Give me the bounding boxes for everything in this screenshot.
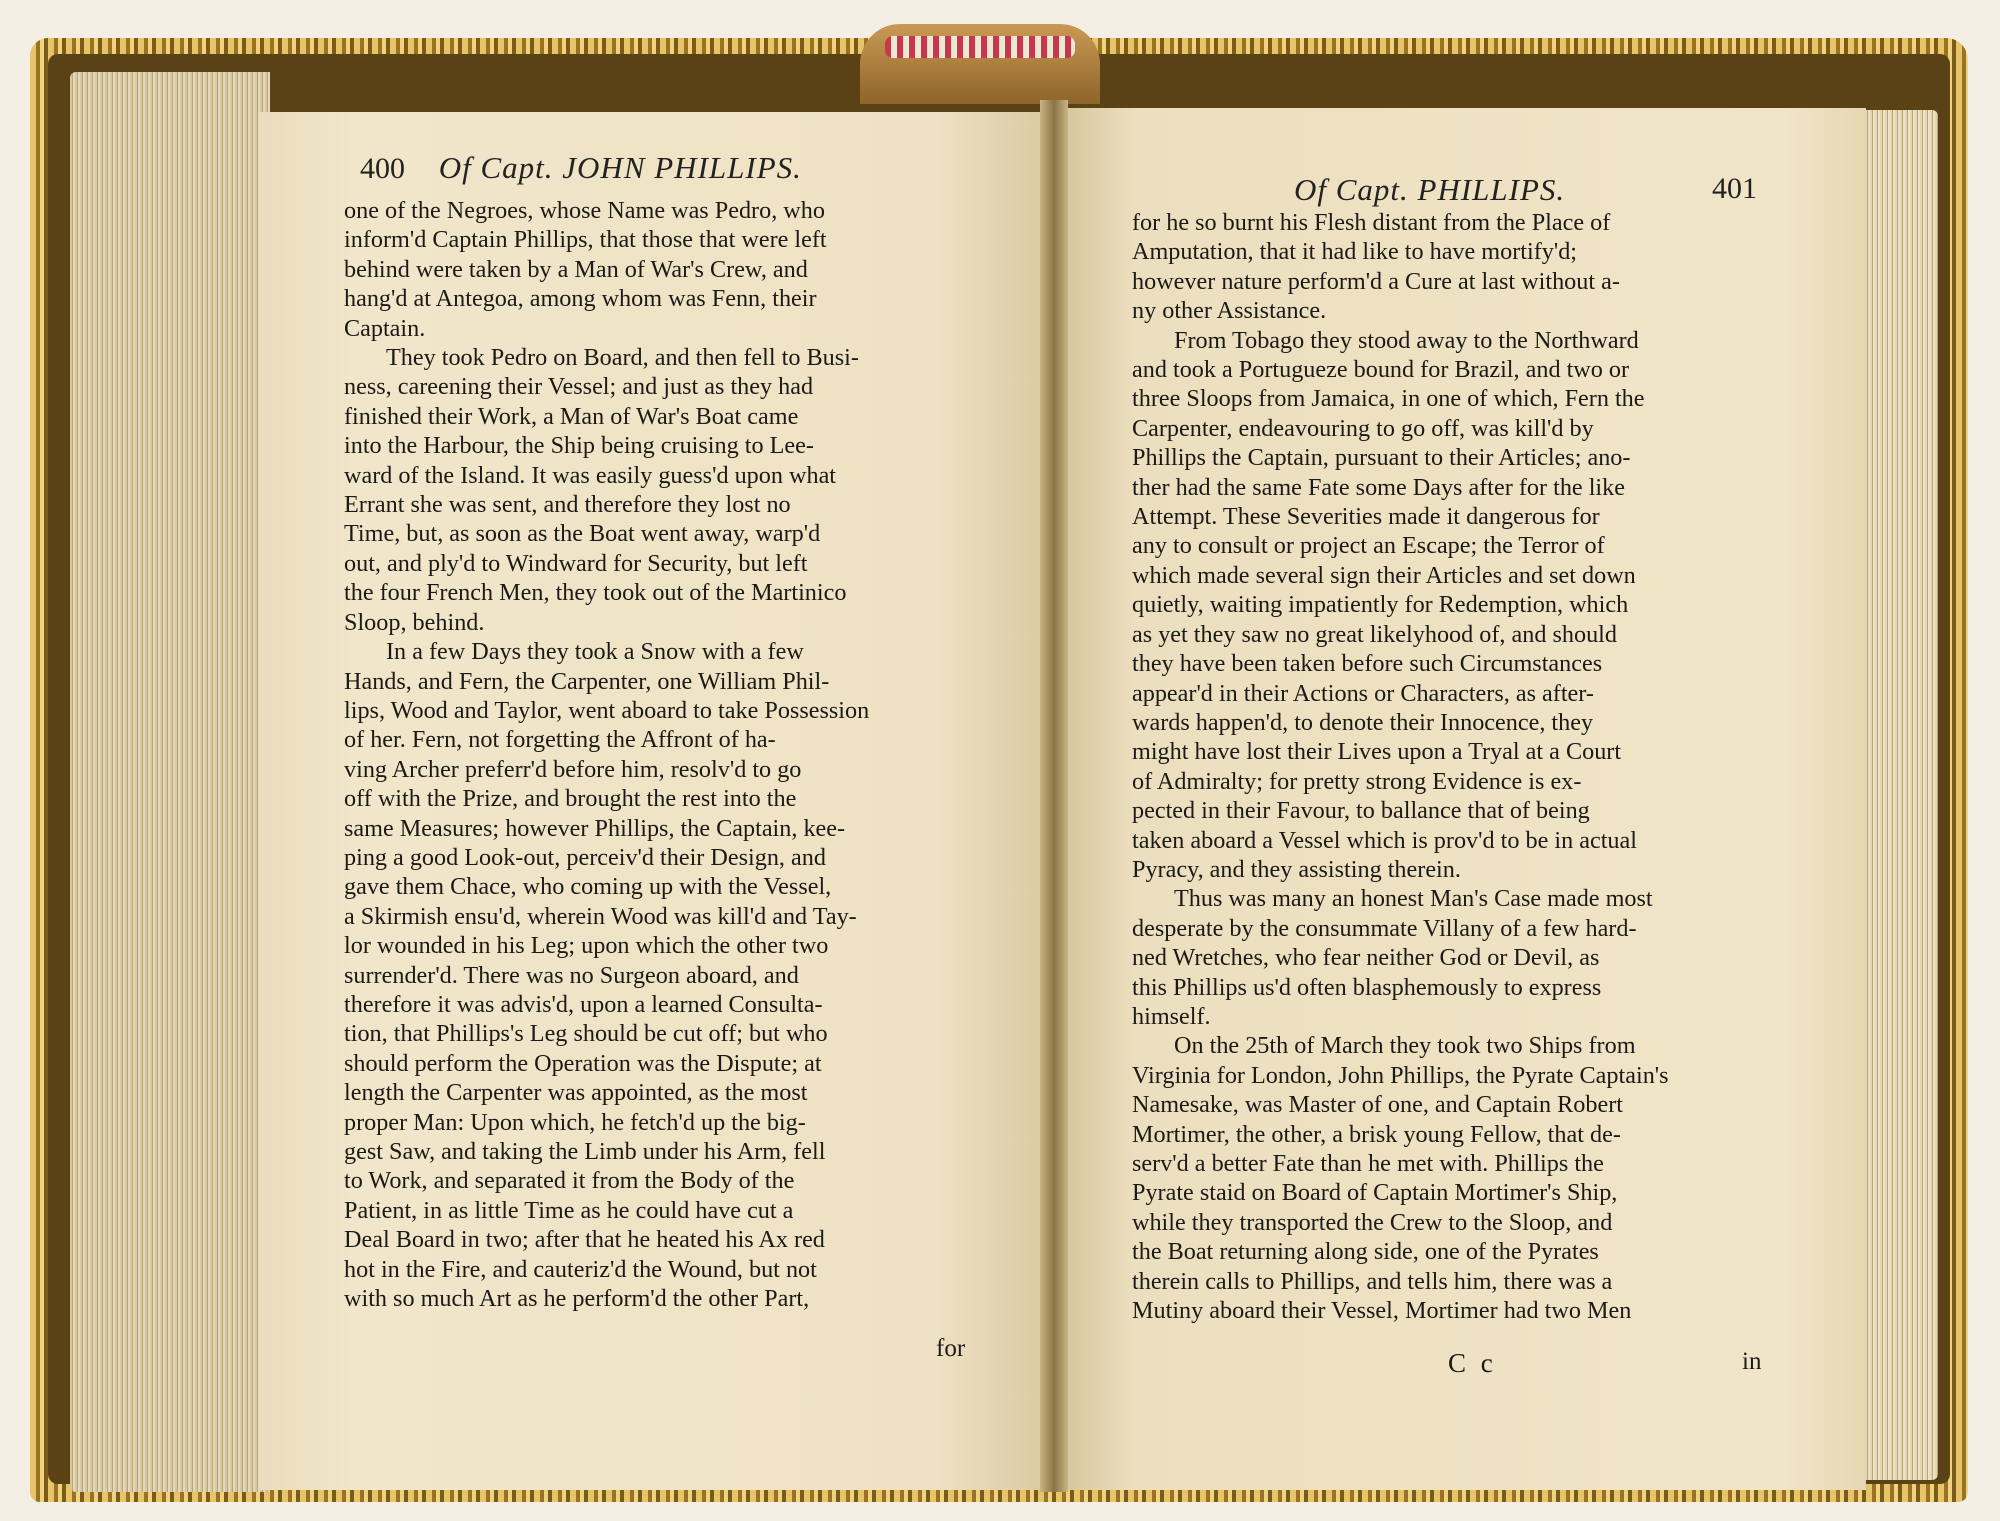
text-line: From Tobago they stood away to the Northward [1174, 326, 1639, 354]
left-page-text [344, 196, 994, 1313]
text-line: taken aboard a Vessel which is prov'd to be in actual [1132, 826, 1637, 854]
text-line: Carpenter, endeavouring to go off, was kill'd by [1132, 414, 1594, 442]
right-running-head [1294, 172, 1565, 208]
text-line: Hands, and Fern, the Carpenter, one William Phil- [344, 667, 830, 695]
left-running-title: Of Capt. JOHN PHILLIPS. [438, 150, 802, 185]
text-line: Errant she was sent, and therefore they lost no [344, 491, 791, 519]
text-line: of Admiralty; for pretty strong Evidence is ex- [1132, 767, 1582, 795]
text-line: tion, that Phillips's Leg should be cut off; but who [344, 1020, 828, 1048]
text-line: while they transported the Crew to the Sloop, and [1132, 1208, 1613, 1236]
text-line: pected in their Favour, to ballance that of being [1132, 797, 1590, 825]
text-line: wards happen'd, to denote their Innocence, they [1132, 708, 1594, 736]
text-line: surrender'd. There was no Surgeon aboard, and [344, 961, 799, 989]
text-line: Time, but, as soon as the Boat went away, warp'd [344, 520, 821, 548]
text-line: length the Carpenter was appointed, as the most [344, 1079, 808, 1107]
text-line: to Work, and separated it from the Body of the [344, 1167, 795, 1195]
text-line: which made several sign their Articles and set down [1132, 561, 1636, 589]
text-line: ping a good Look-out, perceiv'd their Design, and [344, 843, 826, 871]
text-line: behind were taken by a Man of War's Crew, and [344, 255, 808, 283]
text-line: gave them Chace, who coming up with the Vessel, [344, 873, 832, 901]
text-line: Phillips the Captain, pursuant to their Articles; ano- [1132, 444, 1631, 472]
text-line: ned Wretches, who fear neither God or Devil, as [1132, 944, 1600, 972]
text-line: Thus was many an honest Man's Case made most [1174, 885, 1653, 913]
text-line: one of the Negroes, whose Name was Pedro, who [344, 197, 825, 224]
text-line: should perform the Operation was the Dispute; at [344, 1049, 822, 1077]
text-line: himself. [1132, 1002, 1211, 1030]
text-line: Attempt. These Severities made it dangerous for [1132, 503, 1600, 531]
text-line: They took Pedro on Board, and then fell to Busi- [386, 344, 859, 372]
gutter [1040, 100, 1068, 1492]
text-line: quietly, waiting impatiently for Redemption, which [1132, 591, 1629, 619]
text-line: Namesake, was Master of one, and Captain Robert [1132, 1091, 1623, 1119]
text-line: ving Archer preferr'd before him, resolv'd to go [344, 755, 802, 783]
text-line: Mutiny aboard their Vessel, Mortimer had two Men [1132, 1297, 1632, 1325]
left-running-head [360, 150, 802, 186]
text-line: Patient, in as little Time as he could have cut a [344, 1196, 794, 1224]
text-line: Amputation, that it had like to have mortify'd; [1132, 238, 1578, 266]
text-line: Pyrate staid on Board of Captain Mortimer's Ship, [1132, 1179, 1618, 1207]
text-line: ness, careening their Vessel; and just as they had [344, 373, 814, 401]
text-line: ward of the Island. It was easily guess'd upon what [344, 461, 837, 489]
text-line: Pyracy, and they assisting therein. [1132, 855, 1461, 883]
text-line: they have been taken before such Circumstances [1132, 650, 1603, 678]
text-line: therein calls to Phillips, and tells him, there was a [1132, 1267, 1613, 1295]
text-line: Mortimer, the other, a brisk young Fellow, that de- [1132, 1120, 1621, 1148]
text-line: off with the Prize, and brought the rest into the [344, 785, 797, 813]
text-line: hang'd at Antegoa, among whom was Fenn, their [344, 285, 817, 313]
text-line: the Boat returning along side, one of the Pyrates [1132, 1238, 1599, 1266]
headband [885, 36, 1075, 58]
text-line: might have lost their Lives upon a Tryal at a Court [1132, 738, 1622, 766]
text-line: In a few Days they took a Snow with a few [386, 638, 804, 666]
text-line: finished their Work, a Man of War's Boat came [344, 402, 799, 430]
text-line: serv'd a better Fate than he met with. Phillips the [1132, 1150, 1604, 1177]
text-line: and took a Portugueze bound for Brazil, and two or [1132, 356, 1630, 384]
text-line: same Measures; however Phillips, the Captain, kee- [344, 814, 846, 842]
left-catchword: for [936, 1335, 966, 1362]
text-line: hot in the Fire, and cauteriz'd the Wound, but not [344, 1255, 817, 1283]
text-line: appear'd in their Actions or Characters, as after- [1132, 679, 1594, 707]
text-line: proper Man: Upon which, he fetch'd up the big- [344, 1108, 806, 1136]
text-line: desperate by the consummate Villany of a few hard- [1132, 914, 1637, 942]
text-line: On the 25th of March they took two Ships from [1174, 1032, 1636, 1060]
text-line: gest Saw, and taking the Limb under his Arm, fell [344, 1138, 826, 1165]
left-page-edges [70, 72, 270, 1492]
text-line: ther had the same Fate some Days after for the like [1132, 473, 1625, 501]
text-line: out, and ply'd to Windward for Security, but left [344, 549, 808, 577]
right-page-text [1132, 208, 1762, 1325]
text-line: ny other Assistance. [1132, 297, 1327, 325]
text-line: Captain. [344, 314, 426, 342]
text-line: with so much Art as he perform'd the other Part, [344, 1285, 810, 1313]
right-page-edges [1860, 110, 1938, 1480]
text-line: inform'd Captain Phillips, that those that were left [344, 226, 827, 254]
text-line: lor wounded in his Leg; upon which the other two [344, 932, 829, 960]
text-line: three Sloops from Jamaica, in one of which, Fern the [1132, 385, 1645, 413]
text-line: a Skirmish ensu'd, wherein Wood was kill'd and Tay- [344, 902, 857, 930]
text-line: this Phillips us'd often blasphemously to express [1132, 973, 1602, 1001]
text-line: lips, Wood and Taylor, went aboard to take Possession [344, 696, 870, 724]
right-running-title: Of Capt. PHILLIPS. [1294, 172, 1566, 207]
text-line: therefore it was advis'd, upon a learned Consulta- [344, 990, 823, 1018]
text-line: the four French Men, they took out of the Martinico [344, 579, 847, 607]
text-line: any to consult or project an Escape; the Terror of [1132, 532, 1605, 560]
text-line: of her. Fern, not forgetting the Affront of ha- [344, 726, 776, 754]
text-line: for he so burnt his Flesh distant from the Place of [1132, 209, 1611, 236]
text-line: however nature perform'd a Cure at last without a- [1132, 267, 1620, 295]
right-page-number: 401 [1712, 172, 1757, 205]
right-catchword: in [1742, 1348, 1762, 1375]
text-line: Virginia for London, John Phillips, the Pyrate Captain's [1132, 1061, 1669, 1089]
text-line: Deal Board in two; after that he heated his Ax red [344, 1226, 825, 1254]
signature-mark: C c [1448, 1348, 1497, 1378]
left-page-number: 400 [360, 152, 405, 185]
text-line: into the Harbour, the Ship being cruising to Lee- [344, 432, 814, 460]
text-line: Sloop, behind. [344, 608, 485, 636]
text-line: as yet they saw no great likelyhood of, and should [1132, 620, 1617, 648]
